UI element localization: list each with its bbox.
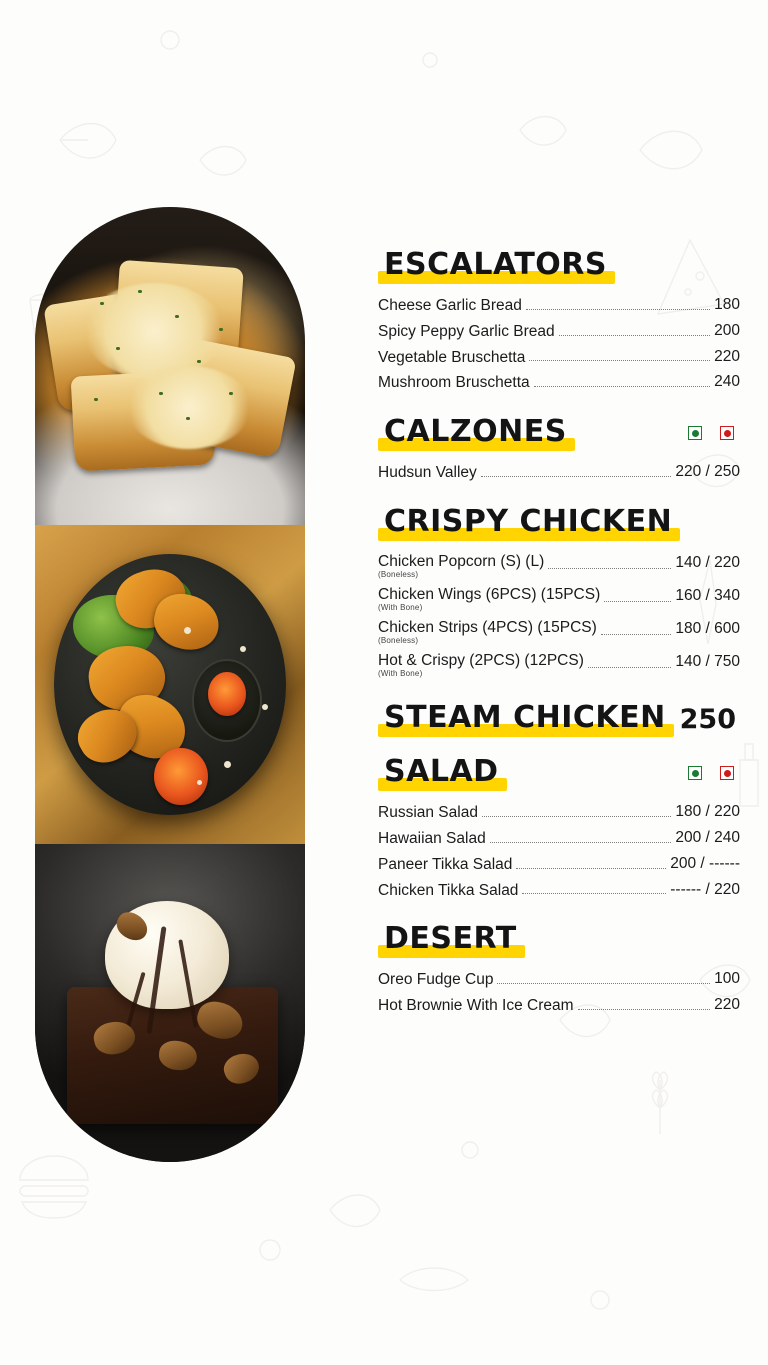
item-price: 100 [714, 970, 740, 988]
item-price: 140 / 220 [675, 554, 740, 572]
photo-hot-brownie-ice-cream [35, 844, 305, 1162]
item-price: 200 [714, 321, 740, 339]
section-header [378, 921, 740, 957]
item-subtext: (Boneless) [378, 569, 419, 579]
item-price: 200 / 240 [675, 828, 740, 846]
item-price: 220 [714, 347, 740, 365]
item-name-text: Hot & Crispy (2PCS) (12PCS) [378, 652, 584, 670]
menu-section-crispy-chicken [378, 504, 740, 681]
item-name: Vegetable Bruschetta [378, 348, 526, 366]
dot-leader [482, 816, 671, 817]
menu-item[interactable] [378, 549, 740, 582]
item-price: 220 / 250 [675, 463, 740, 481]
item-name: Hudsun Valley [378, 464, 477, 482]
veg-icon [688, 426, 702, 440]
dot-leader [526, 309, 710, 310]
section-header [378, 504, 740, 540]
item-price: 180 [714, 296, 740, 313]
section-header [378, 754, 740, 790]
item-name-text: Chicken Wings (6PCS) (15PCS) [378, 586, 601, 604]
dot-leader [490, 842, 672, 843]
item-name: Paneer Tikka Salad [378, 855, 513, 873]
section-header [378, 414, 740, 450]
item-price: 240 [714, 373, 740, 391]
dot-leader [516, 868, 666, 869]
item-name: Cheese Garlic Bread [378, 297, 522, 314]
item-name: Chicken Tikka Salad [378, 881, 519, 899]
item-price: 220 [714, 996, 740, 1014]
item-price: 180 / 600 [675, 620, 740, 638]
item-price: 140 / 750 [675, 653, 740, 671]
dot-leader [522, 893, 666, 894]
dot-leader [578, 1009, 711, 1010]
menu-section-desert [378, 921, 740, 1018]
section-title: ESCALATORS [378, 250, 615, 282]
menu-item[interactable] [378, 966, 740, 992]
item-name-text: Chicken Strips (4PCS) (15PCS) [378, 619, 597, 637]
diet-marks [688, 766, 740, 780]
menu-item[interactable] [378, 851, 740, 877]
section-header [378, 247, 740, 282]
menu-item[interactable] [378, 992, 740, 1018]
item-name: Hot Brownie With Ice Cream [378, 997, 574, 1015]
item-name: Spicy Peppy Garlic Bread [378, 322, 555, 340]
menu-section-calzones [378, 414, 740, 485]
menu-item[interactable] [378, 799, 740, 825]
menu-item[interactable] [378, 318, 740, 344]
menu-item[interactable] [378, 648, 740, 681]
menu-item[interactable] [378, 369, 740, 395]
section-items [378, 459, 740, 485]
menu-item[interactable] [378, 344, 740, 370]
item-price: 200 / ------ [670, 854, 740, 872]
item-name [378, 619, 597, 645]
menu-sections [378, 247, 740, 1022]
menu-section-salad [378, 754, 740, 902]
non-veg-icon [720, 766, 734, 780]
item-price: 160 / 340 [675, 587, 740, 605]
dot-leader [529, 360, 710, 361]
section-items [378, 799, 740, 902]
item-name: Russian Salad [378, 804, 478, 822]
menu-section-escalators [378, 247, 740, 395]
menu-item[interactable] [378, 292, 740, 318]
dot-leader [559, 335, 711, 336]
item-price: ------ / 220 [670, 880, 740, 898]
item-name-text: Chicken Popcorn (S) (L) [378, 553, 545, 571]
item-name: Mushroom Bruschetta [378, 374, 530, 392]
section-price: 250 [679, 703, 736, 735]
dot-leader [601, 634, 672, 635]
menu-item[interactable] [378, 877, 740, 903]
menu-item[interactable] [378, 825, 740, 851]
photo-cheese-garlic-bread [35, 207, 305, 525]
menu-section-steam-chicken [378, 700, 740, 736]
item-name [378, 586, 600, 612]
item-subtext: (With Bone) [378, 602, 423, 612]
section-title: SALAD [378, 757, 507, 789]
item-price: 180 / 220 [675, 803, 740, 821]
dot-leader [588, 667, 671, 668]
section-title: CALZONES [378, 417, 575, 449]
dot-leader [548, 568, 671, 569]
non-veg-icon [720, 426, 734, 440]
item-name [378, 553, 544, 579]
section-title: STEAM CHICKEN [378, 703, 674, 735]
dot-leader [604, 601, 671, 602]
photo-crispy-chicken-platter [35, 525, 305, 843]
veg-icon [688, 766, 702, 780]
food-photo-column [35, 207, 305, 1162]
dot-leader [497, 983, 710, 984]
dot-leader [481, 476, 672, 477]
item-name: Hawaiian Salad [378, 829, 486, 847]
item-subtext: (With Bone) [378, 668, 423, 678]
section-items [378, 292, 740, 395]
section-title: CRISPY CHICKEN [378, 507, 680, 539]
item-name [378, 652, 584, 678]
section-header [378, 700, 740, 736]
item-name: Oreo Fudge Cup [378, 971, 494, 989]
dot-leader [534, 386, 711, 387]
section-title: DESERT [378, 924, 525, 956]
menu-item[interactable] [378, 615, 740, 648]
diet-marks [688, 426, 740, 440]
section-items [378, 549, 740, 681]
item-subtext: (Boneless) [378, 635, 419, 645]
menu-item[interactable] [378, 459, 740, 485]
section-items [378, 966, 740, 1018]
menu-item[interactable] [378, 582, 740, 615]
